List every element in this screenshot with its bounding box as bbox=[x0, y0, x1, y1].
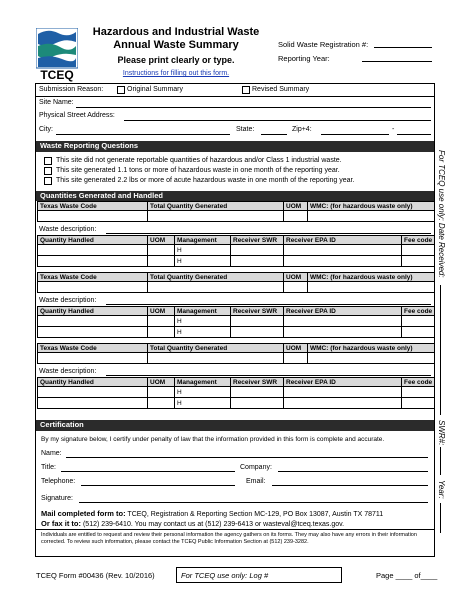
date-received-line bbox=[440, 285, 441, 415]
state-label: State: bbox=[236, 126, 255, 133]
wmc-field[interactable] bbox=[308, 282, 435, 293]
instructions-link[interactable]: Instructions for filling out this form. bbox=[122, 70, 230, 77]
acute-waste-label: This site generated 2.2 lbs or more of acute hazardous waste in one month of the reporting year. bbox=[56, 177, 355, 184]
uom-field[interactable] bbox=[148, 387, 175, 398]
original-summary-checkbox[interactable] bbox=[117, 86, 125, 94]
page-counter: Page ____ of____ bbox=[376, 571, 438, 580]
signature-input-line[interactable] bbox=[79, 502, 428, 503]
fax-label: Or fax it to: bbox=[41, 519, 82, 528]
log-number-box: For TCEQ use only: Log # bbox=[176, 567, 342, 583]
quantities-header: Quantities Generated and Handled bbox=[36, 191, 434, 201]
receiver-swr-field[interactable] bbox=[231, 245, 284, 256]
receiver-epa-id-field[interactable] bbox=[284, 245, 402, 256]
site-name-label: Site Name: bbox=[39, 99, 74, 106]
zip-dash: - bbox=[392, 126, 395, 133]
quantity-handled-field[interactable] bbox=[38, 256, 148, 267]
street-address-input-line[interactable] bbox=[124, 120, 431, 121]
waste-description-input-line[interactable] bbox=[106, 233, 431, 234]
title-input-line[interactable] bbox=[61, 471, 235, 472]
fee-code-field[interactable] bbox=[402, 327, 435, 338]
quantity-handled-field[interactable] bbox=[38, 387, 148, 398]
mail-address: TCEQ, Registration & Reporting Section MC-129, PO Box 13087, Austin TX 78711 bbox=[127, 511, 384, 518]
city-input-line[interactable] bbox=[56, 134, 230, 135]
uom-field[interactable] bbox=[284, 211, 308, 222]
state-input-line[interactable] bbox=[261, 134, 287, 135]
texas-waste-code-header: Texas Waste Code bbox=[38, 273, 148, 282]
quantity-handled-header: Quantity Handled bbox=[38, 307, 148, 316]
uom-field[interactable] bbox=[148, 327, 175, 338]
fee-code-field[interactable] bbox=[402, 398, 435, 409]
quantity-handled-field[interactable] bbox=[38, 327, 148, 338]
original-summary-label: Original Summary bbox=[127, 86, 184, 93]
total-quantity-header: Total Quantity Generated bbox=[148, 273, 284, 282]
waste-description-label: Waste description: bbox=[39, 297, 97, 304]
uom-header: UOM bbox=[284, 344, 308, 353]
year-sidebar-line bbox=[440, 503, 441, 533]
receiver-epa-id-header: Receiver EPA ID bbox=[284, 307, 402, 316]
waste-description-label: Waste description: bbox=[39, 368, 97, 375]
handled-table-1 bbox=[37, 235, 435, 267]
waste-description-label: Waste description: bbox=[39, 226, 97, 233]
receiver-epa-id-field[interactable] bbox=[284, 398, 402, 409]
large-quantity-label: This site generated 1.1 tons or more of hazardous waste in one month of the reporting year. bbox=[56, 167, 340, 174]
revised-summary-label: Revised Summary bbox=[252, 86, 310, 93]
receiver-swr-field[interactable] bbox=[231, 387, 284, 398]
submission-reason-label: Submission Reason: bbox=[39, 86, 104, 93]
uom-field[interactable] bbox=[148, 245, 175, 256]
receiver-swr-header: Receiver SWR bbox=[231, 236, 284, 245]
management-field[interactable]: H bbox=[175, 327, 231, 338]
waste-code-table-3 bbox=[37, 343, 435, 364]
email-label: Email: bbox=[246, 478, 266, 485]
texas-waste-code-field[interactable] bbox=[38, 353, 148, 364]
reporting-year-input-line[interactable] bbox=[362, 61, 432, 62]
texas-waste-code-field[interactable] bbox=[38, 282, 148, 293]
divider bbox=[36, 529, 434, 530]
divider bbox=[36, 96, 434, 97]
uom-header: UOM bbox=[148, 236, 175, 245]
quantity-handled-field[interactable] bbox=[38, 316, 148, 327]
waste-code-table-2 bbox=[37, 272, 435, 293]
fee-code-header: Fee code bbox=[402, 307, 435, 316]
uom-header: UOM bbox=[284, 202, 308, 211]
swr-label: Solid Waste Registration #: bbox=[278, 40, 369, 49]
zip-input-line[interactable] bbox=[321, 134, 389, 135]
year-sidebar-label: Year: bbox=[437, 480, 446, 499]
receiver-swr-header: Receiver SWR bbox=[231, 307, 284, 316]
telephone-label: Telephone: bbox=[41, 478, 76, 485]
total-quantity-header: Total Quantity Generated bbox=[148, 344, 284, 353]
uom-field[interactable] bbox=[284, 353, 308, 364]
wmc-header: WMC: (for hazardous waste only) bbox=[308, 344, 435, 353]
reporting-questions-header: Waste Reporting Questions bbox=[36, 141, 434, 152]
form-number: TCEQ Form #00436 (Rev. 10/2016) bbox=[36, 571, 155, 580]
title-label: Title: bbox=[41, 464, 56, 471]
form-title-line1: Hazardous and Industrial Waste bbox=[92, 26, 260, 38]
company-input-line[interactable] bbox=[278, 471, 428, 472]
privacy-notice: Individuals are entitled to request and review their personal information the agency gathers on its forms. They may also have any errors in their information corrected. To review such information, please contact the TCEQ Public Information Section at (512) 239-3282. bbox=[41, 532, 417, 545]
wmc-header: WMC: (for hazardous waste only) bbox=[308, 202, 435, 211]
reporting-year-label: Reporting Year: bbox=[278, 54, 330, 63]
management-field[interactable]: H bbox=[175, 245, 231, 256]
receiver-swr-header: Receiver SWR bbox=[231, 378, 284, 387]
fax-instructions bbox=[41, 519, 344, 528]
signature-label: Signature: bbox=[41, 495, 73, 502]
street-address-label: Physical Street Address: bbox=[39, 112, 115, 119]
swr-input-line[interactable] bbox=[374, 47, 432, 48]
receiver-epa-id-field[interactable] bbox=[284, 256, 402, 267]
name-input-line[interactable] bbox=[66, 457, 428, 458]
wmc-field[interactable] bbox=[308, 211, 435, 222]
management-header: Management bbox=[175, 236, 231, 245]
no-reportable-checkbox[interactable] bbox=[44, 157, 52, 165]
revised-summary-checkbox[interactable] bbox=[242, 86, 250, 94]
certification-header: Certification bbox=[36, 420, 434, 431]
receiver-swr-field[interactable] bbox=[231, 316, 284, 327]
zip-label: Zip+4: bbox=[292, 126, 312, 133]
waste-description-input-line[interactable] bbox=[106, 304, 431, 305]
email-input-line[interactable] bbox=[272, 485, 428, 486]
mail-label: Mail completed form to: bbox=[41, 509, 126, 518]
management-field[interactable]: H bbox=[175, 387, 231, 398]
receiver-swr-field[interactable] bbox=[231, 327, 284, 338]
swr-sidebar-label: SWR#: bbox=[437, 420, 446, 446]
total-quantity-field[interactable] bbox=[148, 211, 284, 222]
wmc-header: WMC: (for hazardous waste only) bbox=[308, 273, 435, 282]
quantity-handled-field[interactable] bbox=[38, 245, 148, 256]
mail-instructions bbox=[41, 509, 383, 518]
total-quantity-header: Total Quantity Generated bbox=[148, 202, 284, 211]
uom-header: UOM bbox=[148, 307, 175, 316]
total-quantity-field[interactable] bbox=[148, 353, 284, 364]
zip-ext-input-line[interactable] bbox=[397, 134, 431, 135]
receiver-swr-field[interactable] bbox=[231, 398, 284, 409]
wmc-field[interactable] bbox=[308, 353, 435, 364]
name-label: Name: bbox=[41, 450, 62, 457]
telephone-input-line[interactable] bbox=[81, 485, 235, 486]
form-title-line2: Annual Waste Summary bbox=[113, 39, 239, 51]
print-note: Please print clearly or type. bbox=[117, 55, 235, 65]
texas-waste-code-header: Texas Waste Code bbox=[38, 202, 148, 211]
texas-waste-code-field[interactable] bbox=[38, 211, 148, 222]
certification-statement: By my signature below, I certify under penalty of law that the information provided in this form is complete and accurate. bbox=[41, 436, 385, 443]
fee-code-field[interactable] bbox=[402, 256, 435, 267]
uom-field[interactable] bbox=[148, 256, 175, 267]
no-reportable-label: This site did not generate reportable quantities of hazardous and/or Class 1 industrial waste. bbox=[56, 157, 342, 164]
quantity-handled-field[interactable] bbox=[38, 398, 148, 409]
city-label: City: bbox=[39, 126, 53, 133]
management-field[interactable]: H bbox=[175, 398, 231, 409]
uom-field[interactable] bbox=[284, 282, 308, 293]
management-field[interactable]: H bbox=[175, 316, 231, 327]
uom-header: UOM bbox=[148, 378, 175, 387]
receiver-epa-id-field[interactable] bbox=[284, 387, 402, 398]
waste-code-table-1 bbox=[37, 201, 435, 222]
fee-code-field[interactable] bbox=[402, 316, 435, 327]
logo-text: TCEQ bbox=[40, 68, 74, 82]
receiver-epa-id-field[interactable] bbox=[284, 316, 402, 327]
acute-waste-checkbox[interactable] bbox=[44, 177, 52, 185]
handled-table-2 bbox=[37, 306, 435, 338]
receiver-swr-field[interactable] bbox=[231, 256, 284, 267]
total-quantity-field[interactable] bbox=[148, 282, 284, 293]
handled-table-3 bbox=[37, 377, 435, 409]
uom-field[interactable] bbox=[148, 398, 175, 409]
site-name-input-line[interactable] bbox=[76, 107, 431, 108]
texas-waste-code-header: Texas Waste Code bbox=[38, 344, 148, 353]
waste-description-input-line[interactable] bbox=[106, 375, 431, 376]
form-frame bbox=[35, 83, 435, 557]
large-quantity-checkbox[interactable] bbox=[44, 167, 52, 175]
date-received-label: For TCEQ use only: Date Received: bbox=[437, 150, 446, 278]
management-header: Management bbox=[175, 378, 231, 387]
fee-code-field[interactable] bbox=[402, 245, 435, 256]
management-field[interactable]: H bbox=[175, 256, 231, 267]
fax-contact: (512) 239-6410. You may contact us at (512) 239-6413 or wasteval@tceq.texas.gov. bbox=[82, 521, 345, 528]
fee-code-header: Fee code bbox=[402, 236, 435, 245]
company-label: Company: bbox=[240, 464, 272, 471]
receiver-epa-id-header: Receiver EPA ID bbox=[284, 378, 402, 387]
uom-header: UOM bbox=[284, 273, 308, 282]
receiver-epa-id-header: Receiver EPA ID bbox=[284, 236, 402, 245]
receiver-epa-id-field[interactable] bbox=[284, 327, 402, 338]
fee-code-field[interactable] bbox=[402, 387, 435, 398]
quantity-handled-header: Quantity Handled bbox=[38, 236, 148, 245]
tceq-logo bbox=[36, 28, 78, 82]
fee-code-header: Fee code bbox=[402, 378, 435, 387]
management-header: Management bbox=[175, 307, 231, 316]
uom-field[interactable] bbox=[148, 316, 175, 327]
quantity-handled-header: Quantity Handled bbox=[38, 378, 148, 387]
swr-sidebar-line bbox=[440, 447, 441, 475]
